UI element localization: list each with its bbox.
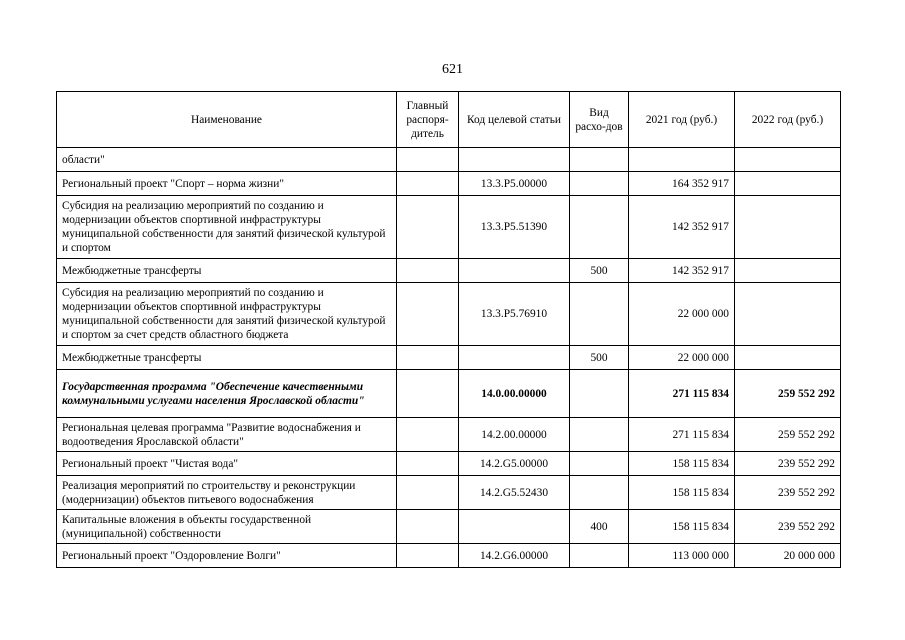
row-code: [459, 346, 570, 370]
row-name: Субсидия на реализацию мероприятий по созданию и модернизации объектов спортивной инфраструктуры муниципальной собственности для занятий физической культурой и спортом за счет средств областного бюджета: [57, 283, 397, 346]
row-kind: [570, 283, 629, 346]
row-admin: [397, 476, 459, 510]
table-row: [57, 544, 841, 568]
page-number: 621: [442, 62, 463, 77]
row-code: 13.3.P5.00000: [459, 172, 570, 196]
header-name: Наименование: [57, 92, 397, 148]
row-code: 14.2.G6.00000: [459, 544, 570, 568]
row-2022: 239 552 292: [735, 476, 841, 510]
row-2021: 271 115 834: [629, 418, 735, 452]
row-name: Реализация мероприятий по строительству и реконструкции (модернизации) объектов питьевого водоснабжения: [57, 476, 397, 510]
table-header-row: [57, 92, 841, 148]
row-code: [459, 259, 570, 283]
row-2022: [735, 148, 841, 172]
row-2022: 239 552 292: [735, 510, 841, 544]
row-kind: [570, 172, 629, 196]
header-admin: Главный распоря-дитель: [397, 92, 459, 148]
row-kind: 500: [570, 346, 629, 370]
row-name: Региональный проект "Чистая вода": [57, 452, 397, 476]
row-2021: 22 000 000: [629, 283, 735, 346]
row-code: 14.0.00.00000: [459, 370, 570, 418]
row-2021: [629, 148, 735, 172]
row-2021: 113 000 000: [629, 544, 735, 568]
table-row: [57, 476, 841, 510]
row-2022: 239 552 292: [735, 452, 841, 476]
row-kind: 500: [570, 259, 629, 283]
row-admin: [397, 346, 459, 370]
row-kind: [570, 544, 629, 568]
row-name: Межбюджетные трансферты: [57, 346, 397, 370]
row-kind: [570, 476, 629, 510]
budget-table: [56, 91, 841, 568]
row-2021: 158 115 834: [629, 452, 735, 476]
row-2021: 158 115 834: [629, 476, 735, 510]
row-2022: 259 552 292: [735, 418, 841, 452]
table-row: [57, 370, 841, 418]
table-row: [57, 148, 841, 172]
row-code: 14.2.G5.00000: [459, 452, 570, 476]
row-name: Региональный проект "Спорт – норма жизни": [57, 172, 397, 196]
row-2021: 22 000 000: [629, 346, 735, 370]
row-admin: [397, 172, 459, 196]
table-row: [57, 283, 841, 346]
row-admin: [397, 452, 459, 476]
row-2021: 271 115 834: [629, 370, 735, 418]
row-kind: [570, 452, 629, 476]
header-kind: Вид расхо-дов: [570, 92, 629, 148]
table-row: [57, 346, 841, 370]
row-admin: [397, 196, 459, 259]
row-admin: [397, 370, 459, 418]
row-code: 14.2.00.00000: [459, 418, 570, 452]
row-code: 13.3.P5.51390: [459, 196, 570, 259]
row-2021: 142 352 917: [629, 196, 735, 259]
table-row: [57, 418, 841, 452]
table-row: [57, 172, 841, 196]
row-name: Межбюджетные трансферты: [57, 259, 397, 283]
table-row: [57, 196, 841, 259]
row-code: 14.2.G5.52430: [459, 476, 570, 510]
row-code: 13.3.P5.76910: [459, 283, 570, 346]
row-name: Региональный проект "Оздоровление Волги": [57, 544, 397, 568]
header-code: Код целевой статьи: [459, 92, 570, 148]
row-admin: [397, 418, 459, 452]
row-admin: [397, 259, 459, 283]
row-kind: [570, 148, 629, 172]
row-code: [459, 148, 570, 172]
row-name: Государственная программа "Обеспечение качественными коммунальными услугами населения Ярославской области": [57, 370, 397, 418]
row-admin: [397, 510, 459, 544]
row-name: области": [57, 148, 397, 172]
row-kind: 400: [570, 510, 629, 544]
row-code: [459, 510, 570, 544]
table-row: [57, 510, 841, 544]
row-2021: 164 352 917: [629, 172, 735, 196]
row-2022: 259 552 292: [735, 370, 841, 418]
row-2022: [735, 172, 841, 196]
header-2022: 2022 год (руб.): [735, 92, 841, 148]
row-kind: [570, 196, 629, 259]
row-2021: 158 115 834: [629, 510, 735, 544]
row-admin: [397, 148, 459, 172]
table-row: [57, 259, 841, 283]
row-2022: 20 000 000: [735, 544, 841, 568]
row-name: Региональная целевая программа "Развитие водоснабжения и водоотведения Ярославской области": [57, 418, 397, 452]
row-2022: [735, 283, 841, 346]
row-kind: [570, 418, 629, 452]
row-admin: [397, 283, 459, 346]
row-kind: [570, 370, 629, 418]
row-admin: [397, 544, 459, 568]
row-2022: [735, 346, 841, 370]
row-2021: 142 352 917: [629, 259, 735, 283]
row-2022: [735, 259, 841, 283]
table-row: [57, 452, 841, 476]
row-name: Капитальные вложения в объекты государственной (муниципальной) собственности: [57, 510, 397, 544]
row-name: Субсидия на реализацию мероприятий по созданию и модернизации объектов спортивной инфраструктуры муниципальной собственности для занятий физической культурой и спортом: [57, 196, 397, 259]
row-2022: [735, 196, 841, 259]
header-2021: 2021 год (руб.): [629, 92, 735, 148]
